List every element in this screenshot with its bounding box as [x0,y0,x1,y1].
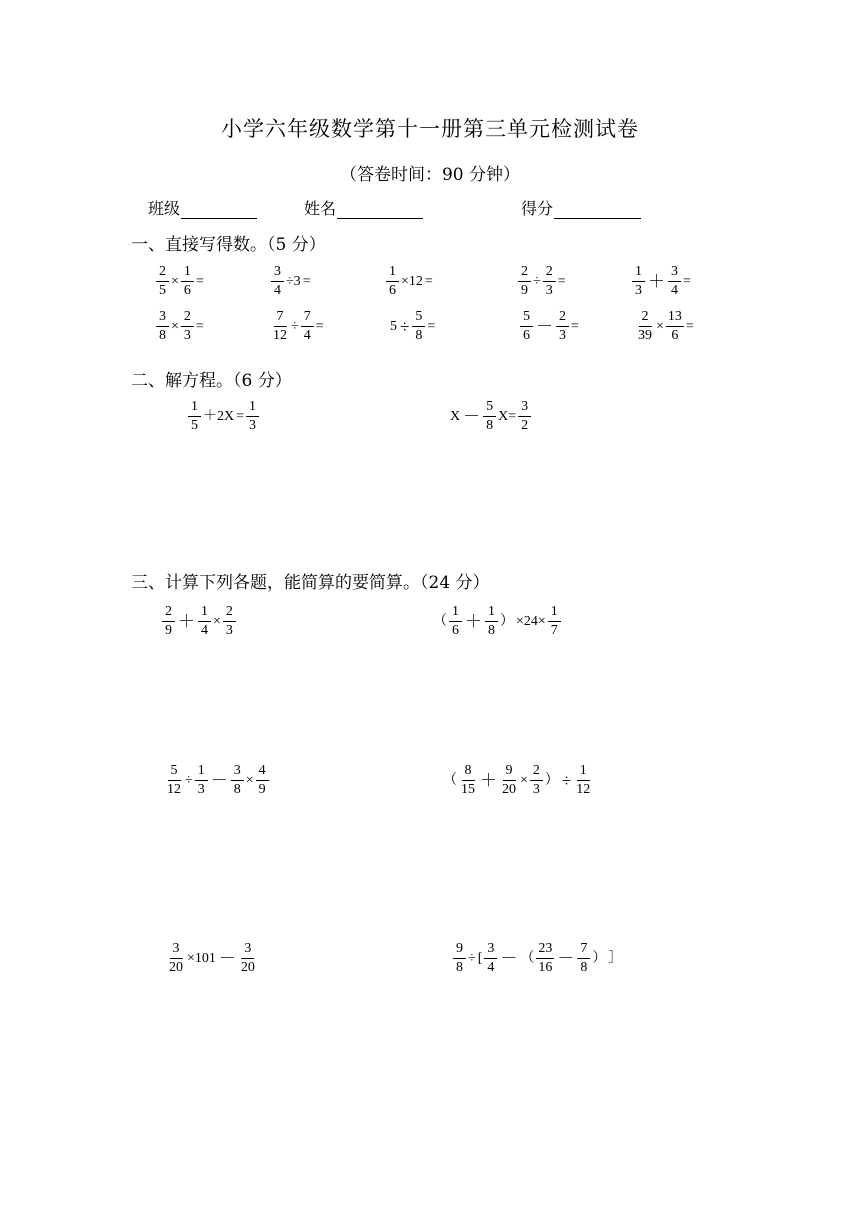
fraction [449,605,462,638]
operator: － [536,317,553,336]
section-1-heading: 一、直接写得数。（5 分） [131,235,326,255]
denominator: 8 [456,960,463,975]
score-field [521,196,641,219]
operator: ］ [608,950,623,966]
numerator: 3 [484,942,497,959]
operator: ＋2X [203,408,235,424]
operator: ÷ [533,273,541,289]
numerator: 2 [639,310,652,327]
problem-1-5 [631,265,692,298]
operator: [ [477,950,483,966]
operator: ） [500,613,514,629]
fraction [156,310,169,343]
numerator: 1 [246,400,259,417]
fraction [453,942,466,975]
denominator: 9 [258,782,266,797]
numerator: 3 [170,942,183,959]
operator: ＋ [648,272,665,291]
operator: ÷ [185,772,193,788]
problem-1-6 [155,310,205,343]
numerator: 5 [168,764,181,781]
fraction [195,764,208,797]
numerator: 4 [256,764,269,781]
operator: × [520,772,528,788]
fraction [548,605,561,638]
denominator: 9 [165,623,172,638]
calc-2 [432,605,562,638]
numerator: 1 [181,265,194,282]
operator: ÷ [468,950,476,966]
section-2-heading: 二、解方程。（6 分） [131,371,292,391]
operator: （ [443,772,457,788]
denominator: 16 [538,960,553,975]
denominator: 3 [532,782,540,797]
name-label: 姓名 [304,199,337,218]
numerator: 1 [195,764,208,781]
calc-3 [164,764,270,797]
calc-6 [452,942,623,975]
operator: = [195,273,204,289]
operator: － [218,949,236,968]
operator: ×24× [516,613,546,629]
operator: = [571,318,579,334]
operator: － [557,949,575,968]
numerator: 3 [271,265,284,282]
fraction [577,942,590,975]
denominator: 8 [580,960,588,975]
numerator: 7 [301,310,314,327]
numerator: 2 [556,310,569,327]
fraction [165,764,183,797]
denominator: 12 [576,782,591,797]
operator: （ [520,950,535,966]
denominator: 3 [545,283,553,298]
class-blank[interactable] [181,202,257,219]
denominator: 2 [521,418,529,433]
operator: ×12 [401,273,423,289]
operator: ÷ [561,771,572,790]
operator: － [500,949,518,968]
numerator: 7 [274,310,287,327]
operator: X= [498,408,517,424]
problem-1-7 [270,310,325,343]
fraction [412,310,425,343]
fraction [666,310,684,343]
operator: ＋ [178,612,195,631]
fraction [668,265,681,298]
denominator: 8 [488,623,495,638]
numerator: 13 [666,310,684,327]
operator: = [302,273,311,289]
fraction [636,310,654,343]
calc-4 [442,764,593,797]
fraction [181,310,194,343]
operator: = [427,318,436,334]
numerator: 1 [577,764,590,781]
denominator: 6 [671,328,679,343]
fraction [301,310,314,343]
fraction [167,942,185,975]
fraction [556,310,569,343]
page-title: 小学六年级数学第十一册第三单元检测试卷 [221,117,639,141]
numerator: 2 [162,605,175,622]
problem-1-1 [155,265,205,298]
fraction [574,764,592,797]
operator: ） [592,950,607,966]
fraction [520,310,533,343]
numerator: 7 [577,942,590,959]
denominator: 3 [635,283,642,298]
fraction [632,265,645,298]
fraction [246,400,259,433]
problem-1-2 [270,265,312,298]
fraction [485,605,498,638]
denominator: 8 [486,418,494,433]
fraction [484,942,497,975]
fraction [459,764,477,797]
problem-1-3 [385,265,434,298]
problem-1-8 [389,310,436,343]
numerator: 5 [520,310,533,327]
fraction [536,942,554,975]
fraction [271,265,284,298]
denominator: 20 [169,960,183,975]
equation-2 [449,400,532,433]
name-field [304,196,423,219]
problem-1-4 [517,265,567,298]
denominator: 8 [159,328,166,343]
score-label: 得分 [521,199,554,218]
numerator: 1 [198,605,211,622]
fraction [543,265,556,298]
denominator: 5 [159,283,166,298]
denominator: 6 [389,283,396,298]
numerator: 3 [241,942,254,959]
numerator: 5 [412,310,425,327]
class-field [148,196,257,219]
denominator: 12 [167,782,181,797]
denominator: 3 [183,328,191,343]
denominator: 8 [415,328,423,343]
problem-1-10 [635,310,695,343]
denominator: 4 [201,623,208,638]
denominator: 6 [523,328,530,343]
denominator: 8 [233,782,241,797]
operator: － [210,771,228,790]
operator: （ [433,613,447,629]
denominator: 3 [249,418,257,433]
section-3-heading: 三、计算下列各题，能简算的要简算。（24 分） [131,573,490,593]
class-label: 班级 [148,199,181,218]
denominator: 4 [303,328,311,343]
fraction [239,942,257,975]
problem-1-9 [519,310,580,343]
numerator: 1 [188,400,201,417]
numerator: 8 [462,764,475,781]
fraction [231,764,244,797]
fraction [518,400,531,433]
denominator: 3 [559,328,566,343]
denominator: 5 [191,418,198,433]
denominator: 7 [550,623,558,638]
denominator: 12 [273,328,287,343]
operator: = [424,273,433,289]
operator: ） [544,772,559,788]
fraction [530,764,543,797]
operator: = [236,408,245,424]
denominator: 9 [521,283,528,298]
operator: ＋ [480,771,497,790]
numerator: 2 [223,605,236,622]
fraction [198,605,211,638]
operator: X [450,408,461,424]
calc-5 [166,942,258,975]
denominator: 20 [502,782,516,797]
operator: ÷3 [286,273,301,289]
numerator: 3 [156,310,169,327]
numerator: 1 [485,605,498,622]
name-blank[interactable] [337,202,423,219]
operator: × [171,318,179,334]
numerator: 23 [536,942,554,959]
operator: ×101 [187,950,216,966]
numerator: 3 [668,265,681,282]
operator: ＋ [465,612,482,631]
numerator: 2 [156,265,169,282]
denominator: 4 [487,960,495,975]
numerator: 2 [181,310,194,327]
numerator: 1 [632,265,645,282]
operator: = [315,318,324,334]
fraction [518,265,531,298]
denominator: 6 [183,283,191,298]
denominator: 4 [671,283,678,298]
denominator: 4 [274,283,281,298]
fraction [483,400,496,433]
page-subtitle: （答卷时间：90 分钟） [339,165,521,185]
fraction [256,764,269,797]
equation-1 [187,400,260,433]
fraction [386,265,399,298]
numerator: 1 [449,605,462,622]
operator: = [683,273,691,289]
operator: × [171,273,179,289]
numerator: 3 [518,400,531,417]
operator: － [463,407,481,426]
numerator: 1 [386,265,399,282]
numerator: 5 [483,400,496,417]
denominator: 39 [638,328,652,343]
calc-1 [161,605,237,638]
score-blank[interactable] [554,202,641,219]
numerator: 2 [543,265,556,282]
operator: ÷ [400,317,410,336]
numerator: 9 [503,764,516,781]
operator: ÷ [291,318,299,334]
fraction [162,605,175,638]
denominator: 3 [225,623,233,638]
fraction [188,400,201,433]
denominator: 15 [461,782,475,797]
operator: × [656,318,664,334]
numerator: 2 [518,265,531,282]
fraction [271,310,289,343]
fraction [223,605,236,638]
numerator: 2 [530,764,543,781]
fraction [181,265,194,298]
operator: = [685,318,694,334]
numerator: 1 [548,605,561,622]
fraction [156,265,169,298]
fraction [500,764,518,797]
operator: = [195,318,204,334]
numerator: 9 [453,942,466,959]
operator: × [213,613,221,629]
operator: = [557,273,566,289]
denominator: 6 [452,623,459,638]
denominator: 20 [240,960,255,975]
operator: × [245,772,254,788]
numerator: 3 [231,764,244,781]
operator: 5 [390,318,397,334]
denominator: 3 [197,782,205,797]
